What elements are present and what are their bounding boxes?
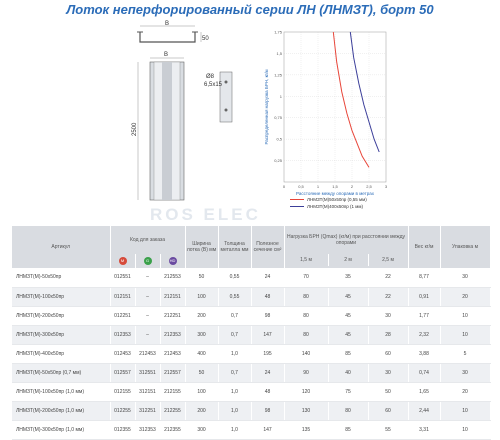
cell-pack: 20: [440, 382, 490, 401]
cell-l2: 85: [328, 344, 368, 363]
x-tick-label: 2: [350, 184, 354, 189]
cell-weight: 0,91: [408, 287, 440, 306]
tray-drawing: [110, 20, 260, 220]
cell-thick: 1,0: [218, 401, 251, 420]
cell-l25: 28: [368, 325, 408, 344]
y-tick-label: 1,25: [274, 72, 282, 78]
legend-item-2: [290, 203, 400, 210]
cell-pack: 20: [440, 287, 490, 306]
cell-c1: 012551: [110, 268, 135, 287]
header-thickness: Толщина металла мм: [218, 226, 251, 268]
cell-l25: 60: [368, 344, 408, 363]
cell-c2: –: [135, 325, 160, 344]
legend-swatch-1: [290, 199, 304, 200]
cell-c2: –: [135, 306, 160, 325]
cell-article: ЛНМЗТ(М)-300х50пр: [12, 325, 110, 344]
chart-legend: [290, 196, 400, 210]
cell-weight: 3,88: [408, 344, 440, 363]
header-load-25: 2,5 м: [368, 254, 408, 266]
cell-l2: 75: [328, 382, 368, 401]
cell-c3: 212255: [160, 401, 185, 420]
cell-article: ЛНМЗТ(М)-100х50пр: [12, 287, 110, 306]
dim-50-label: 50: [202, 36, 209, 42]
cell-l25: 22: [368, 268, 408, 287]
cell-width: 100: [185, 382, 218, 401]
cell-width: 100: [185, 287, 218, 306]
cell-weight: 0,74: [408, 363, 440, 382]
cell-thick: 0,55: [218, 268, 251, 287]
cell-l2: 40: [328, 363, 368, 382]
cell-l25: 22: [368, 287, 408, 306]
page-title: Лоток неперфорированный серии ЛН (ЛНМЗТ), борт 50: [66, 2, 434, 17]
cell-article: ЛНМЗТ(М)-300х50пр (1,0 мм): [12, 420, 110, 439]
cell-c2: 312551: [135, 363, 160, 382]
cell-l25: 30: [368, 306, 408, 325]
cell-width: 300: [185, 420, 218, 439]
cell-c2: –: [135, 268, 160, 287]
x-tick-label: 1,5: [332, 184, 338, 189]
header-weight: Вес кг/м: [408, 226, 440, 268]
header-code-g: [135, 254, 160, 268]
cell-l15: 135: [284, 420, 328, 439]
y-tick-label: 1,5: [276, 50, 282, 56]
table-row: [12, 420, 490, 439]
header-pack: Упаковка м: [440, 226, 490, 268]
cell-c1: 012453: [110, 344, 135, 363]
cell-l2: 35: [328, 268, 368, 287]
cell-section: 48: [251, 382, 284, 401]
x-tick-label: 0: [282, 184, 286, 189]
cell-c3: 212353: [160, 325, 185, 344]
cell-l2: 80: [328, 401, 368, 420]
hole-diameter-label: Ø8: [206, 74, 215, 80]
x-tick-label: 1: [316, 184, 320, 189]
cell-weight: 1,77: [408, 306, 440, 325]
hole-slot-label: 6,5x15: [204, 82, 223, 88]
cell-pack: 10: [440, 420, 490, 439]
table-row: [12, 325, 490, 344]
cell-l2: 45: [328, 325, 368, 344]
header-load-15: 1,5 м: [284, 254, 328, 266]
cell-l15: 130: [284, 401, 328, 420]
cell-section: 98: [251, 306, 284, 325]
cell-pack: 10: [440, 401, 490, 420]
cell-c3: 212355: [160, 420, 185, 439]
cell-weight: 2,32: [408, 325, 440, 344]
x-axis-label: Расстояние между опорами в метрах: [296, 191, 374, 196]
cell-section: 147: [251, 325, 284, 344]
cell-l15: 120: [284, 382, 328, 401]
cell-l15: 90: [284, 363, 328, 382]
cell-c3: 212251: [160, 306, 185, 325]
cell-weight: 8,77: [408, 268, 440, 287]
x-tick-label: 2,5: [366, 184, 372, 189]
legend-label-2: ЛНМЗТ(М)400х50пр (1 мм): [307, 204, 363, 209]
table-row: [12, 401, 490, 420]
dim-2500-label: 2500: [132, 122, 138, 136]
cell-l15: 80: [284, 287, 328, 306]
cell-c2: 312151: [135, 382, 160, 401]
header-section: Полезное сечение см²: [251, 226, 284, 268]
cell-article: ЛНМЗТ(М)-200х50пр: [12, 306, 110, 325]
cell-c3: 212151: [160, 287, 185, 306]
legend-swatch-2: [290, 206, 304, 207]
header-article: Артикул: [12, 226, 110, 268]
cell-width: 300: [185, 325, 218, 344]
y-axis-label: Распределенная нагрузка БРН, кг/м: [264, 69, 269, 145]
table-row: [12, 287, 490, 306]
cell-section: 195: [251, 344, 284, 363]
hd-icon: HD: [169, 258, 176, 263]
tray-drawing-svg: [110, 20, 260, 220]
x-tick-label: 3: [384, 184, 388, 189]
cell-thick: 0,7: [218, 363, 251, 382]
cell-section: 24: [251, 268, 284, 287]
y-tick-label: 1: [279, 93, 282, 99]
cell-c1: 012557: [110, 363, 135, 382]
cell-article: ЛНМЗТ(М)-50х50пр (0,7 мм): [12, 363, 110, 382]
cell-section: 98: [251, 401, 284, 420]
m-icon: M: [119, 257, 127, 265]
cell-width: 400: [185, 344, 218, 363]
cell-thick: 1,0: [218, 344, 251, 363]
cell-thick: 0,7: [218, 325, 251, 344]
cell-article: ЛНМЗТ(М)-200х50пр (1,0 мм): [12, 401, 110, 420]
cell-thick: 0,55: [218, 287, 251, 306]
y-tick-label: 1,75: [274, 29, 282, 35]
cell-l2: 45: [328, 306, 368, 325]
cell-article: ЛНМЗТ(М)-400х50пр: [12, 344, 110, 363]
header-width: Ширина лотка (B) мм: [185, 226, 218, 268]
cell-l25: 60: [368, 401, 408, 420]
cell-width: 50: [185, 363, 218, 382]
cell-thick: 1,0: [218, 382, 251, 401]
cell-weight: 3,31: [408, 420, 440, 439]
cell-article: ЛНМЗТ(М)-50х50пр: [12, 268, 110, 287]
header-load: Нагрузка БРН (Qmax) (кг/м) при расстоянии между опорами: [284, 226, 408, 254]
legend-label-1: ЛНМЗТ(М)50х50пр (0,55 мм): [307, 197, 367, 202]
dim-b-label: B: [164, 52, 169, 58]
cell-article: ЛНМЗТ(М)-100х50пр (1,0 мм): [12, 382, 110, 401]
table-row: [12, 306, 490, 325]
cell-weight: 2,44: [408, 401, 440, 420]
header-load-2: 2 м: [328, 254, 368, 266]
x-tick-label: 0,5: [298, 184, 304, 189]
cell-c3: 212553: [160, 268, 185, 287]
cell-c3: 212453: [160, 344, 185, 363]
header-code-hd: [160, 254, 185, 268]
cell-pack: 30: [440, 363, 490, 382]
cell-c1: 012353: [110, 325, 135, 344]
product-table: [12, 226, 490, 440]
cell-section: 48: [251, 287, 284, 306]
cell-thick: 0,7: [218, 306, 251, 325]
legend-item-1: [290, 196, 400, 203]
table-row: [12, 382, 490, 401]
y-tick-label: 0,75: [274, 115, 282, 121]
y-tick-label: 0,5: [276, 136, 282, 142]
cell-width: 200: [185, 306, 218, 325]
cell-width: 50: [185, 268, 218, 287]
cell-l15: 70: [284, 268, 328, 287]
cell-width: 200: [185, 401, 218, 420]
cell-c2: 312353: [135, 420, 160, 439]
cell-c2: –: [135, 287, 160, 306]
cell-section: 24: [251, 363, 284, 382]
cell-pack: 30: [440, 268, 490, 287]
cell-section: 147: [251, 420, 284, 439]
cell-thick: 1,0: [218, 420, 251, 439]
cell-c1: 012251: [110, 306, 135, 325]
cell-c1: 012151: [110, 287, 135, 306]
dim-b-top-label: B: [165, 21, 170, 27]
cell-l25: 30: [368, 363, 408, 382]
load-chart-svg: [262, 22, 392, 222]
cell-weight: 1,65: [408, 382, 440, 401]
header-code: Код для заказа: [110, 226, 185, 254]
cell-c3: 212557: [160, 363, 185, 382]
cell-c3: 212155: [160, 382, 185, 401]
cell-pack: 10: [440, 325, 490, 344]
cell-c1: 012355: [110, 420, 135, 439]
y-tick-label: 0,25: [274, 158, 282, 164]
cell-pack: 10: [440, 306, 490, 325]
cell-pack: 5: [440, 344, 490, 363]
cell-l2: 85: [328, 420, 368, 439]
table-row: [12, 268, 490, 287]
cell-l15: 80: [284, 325, 328, 344]
cell-c2: 212453: [135, 344, 160, 363]
load-chart: [262, 22, 392, 222]
cell-c2: 312251: [135, 401, 160, 420]
g-icon: G: [144, 257, 152, 265]
cell-c1: 012155: [110, 382, 135, 401]
cell-l15: 80: [284, 306, 328, 325]
table-row: [12, 363, 490, 382]
cell-l25: 50: [368, 382, 408, 401]
cell-c1: 012255: [110, 401, 135, 420]
cell-l2: 45: [328, 287, 368, 306]
cell-l15: 140: [284, 344, 328, 363]
header-code-m: [110, 254, 135, 268]
cell-l25: 55: [368, 420, 408, 439]
table-row: [12, 344, 490, 363]
watermark-logo: ROS ELEC: [150, 205, 261, 224]
